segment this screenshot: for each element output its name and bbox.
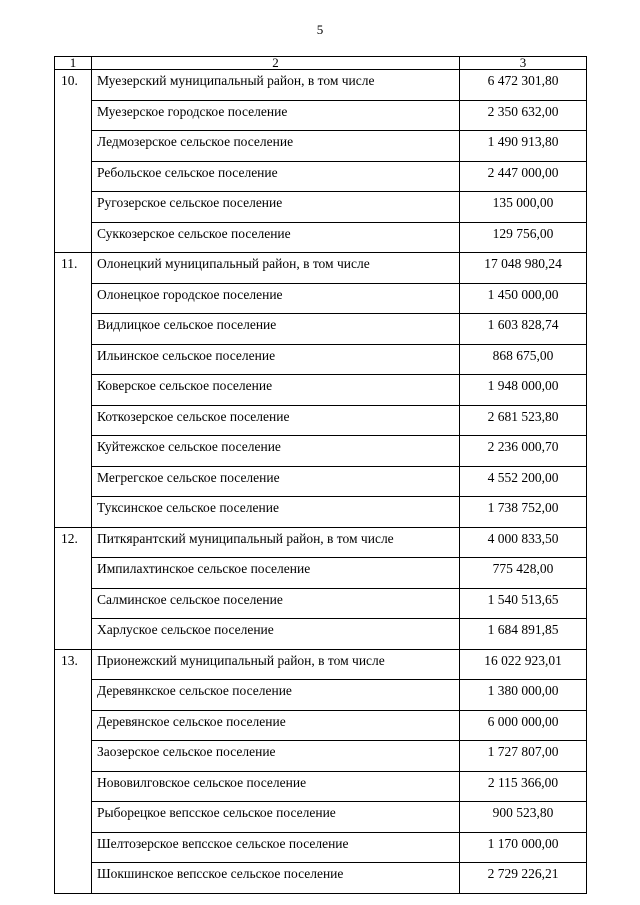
- row-number-cell: [55, 863, 92, 894]
- table-row: [55, 436, 587, 467]
- amount-cell: 868 675,00: [460, 344, 587, 375]
- municipality-name-cell: Муезерское городское поселение: [92, 100, 460, 131]
- municipality-name-cell: Муезерский муниципальный район, в том числе: [92, 70, 460, 101]
- amount-cell: 1 603 828,74: [460, 314, 587, 345]
- municipality-name-cell: Видлицкое сельское поселение: [92, 314, 460, 345]
- table-row-district: [55, 649, 587, 680]
- amount-cell: 2 447 000,00: [460, 161, 587, 192]
- amount-cell: 1 490 913,80: [460, 131, 587, 162]
- table-row: [55, 619, 587, 650]
- amount-cell: 900 523,80: [460, 802, 587, 833]
- amount-cell: 6 000 000,00: [460, 710, 587, 741]
- municipality-name-cell: Куйтежское сельское поселение: [92, 436, 460, 467]
- table-row-district: [55, 253, 587, 284]
- row-number-cell: [55, 832, 92, 863]
- table-row: [55, 100, 587, 131]
- header-col-2: 2: [92, 57, 460, 70]
- municipality-name-cell: Рыборецкое вепсское сельское поселение: [92, 802, 460, 833]
- row-number-cell: 12.: [55, 527, 92, 558]
- municipality-name-cell: Ругозерское сельское поселение: [92, 192, 460, 223]
- row-number-cell: 11.: [55, 253, 92, 284]
- municipality-name-cell: Коткозерское сельское поселение: [92, 405, 460, 436]
- municipality-name-cell: Ледмозерское сельское поселение: [92, 131, 460, 162]
- amount-cell: 2 236 000,70: [460, 436, 587, 467]
- amount-cell: 1 727 807,00: [460, 741, 587, 772]
- municipality-name-cell: Шелтозерское вепсское сельское поселение: [92, 832, 460, 863]
- amount-cell: 1 540 513,65: [460, 588, 587, 619]
- amount-cell: 1 450 000,00: [460, 283, 587, 314]
- municipality-name-cell: Шокшинское вепсское сельское поселение: [92, 863, 460, 894]
- municipality-name-cell: Заозерское сельское поселение: [92, 741, 460, 772]
- amount-cell: 2 729 226,21: [460, 863, 587, 894]
- table-row: [55, 466, 587, 497]
- row-number-cell: [55, 222, 92, 253]
- table-row: [55, 314, 587, 345]
- table-row: [55, 131, 587, 162]
- table-row: [55, 680, 587, 711]
- municipality-name-cell: Туксинское сельское поселение: [92, 497, 460, 528]
- municipality-name-cell: Мегрегское сельское поселение: [92, 466, 460, 497]
- row-number-cell: [55, 558, 92, 589]
- table-row: [55, 283, 587, 314]
- table-row: [55, 405, 587, 436]
- row-number-cell: [55, 680, 92, 711]
- table-row: [55, 497, 587, 528]
- municipality-name-cell: Импилахтинское сельское поселение: [92, 558, 460, 589]
- table-row: [55, 375, 587, 406]
- table-row: [55, 710, 587, 741]
- row-number-cell: [55, 314, 92, 345]
- table-body: [55, 70, 587, 894]
- table-row: [55, 588, 587, 619]
- municipality-name-cell: Олонецкий муниципальный район, в том числе: [92, 253, 460, 284]
- amount-cell: 16 022 923,01: [460, 649, 587, 680]
- table-row-district: [55, 70, 587, 101]
- table-row: [55, 222, 587, 253]
- amount-cell: 1 738 752,00: [460, 497, 587, 528]
- amount-cell: 6 472 301,80: [460, 70, 587, 101]
- page-number: 5: [316, 22, 324, 37]
- row-number-cell: [55, 161, 92, 192]
- amount-cell: 775 428,00: [460, 558, 587, 589]
- amount-cell: 17 048 980,24: [460, 253, 587, 284]
- row-number-cell: [55, 497, 92, 528]
- row-number-cell: [55, 344, 92, 375]
- row-number-cell: [55, 283, 92, 314]
- amount-cell: 2 350 632,00: [460, 100, 587, 131]
- table-row: [55, 771, 587, 802]
- row-number-cell: [55, 710, 92, 741]
- municipality-name-cell: Ильинское сельское поселение: [92, 344, 460, 375]
- municipality-name-cell: Питкярантский муниципальный район, в том числе: [92, 527, 460, 558]
- budget-table: [54, 56, 587, 894]
- header-row: [55, 57, 587, 70]
- table-header: [55, 57, 587, 70]
- amount-cell: 4 552 200,00: [460, 466, 587, 497]
- amount-cell: 1 948 000,00: [460, 375, 587, 406]
- amount-cell: 129 756,00: [460, 222, 587, 253]
- municipality-name-cell: Прионежский муниципальный район, в том числе: [92, 649, 460, 680]
- amount-cell: 2 681 523,80: [460, 405, 587, 436]
- municipality-name-cell: Деревянское сельское поселение: [92, 710, 460, 741]
- table-row: [55, 863, 587, 894]
- municipality-name-cell: Ребольское сельское поселение: [92, 161, 460, 192]
- row-number-cell: [55, 192, 92, 223]
- amount-cell: 2 115 366,00: [460, 771, 587, 802]
- row-number-cell: [55, 741, 92, 772]
- row-number-cell: [55, 405, 92, 436]
- row-number-cell: [55, 466, 92, 497]
- row-number-cell: [55, 771, 92, 802]
- table-row-district: [55, 527, 587, 558]
- municipality-name-cell: Салминское сельское поселение: [92, 588, 460, 619]
- table-row: [55, 192, 587, 223]
- municipality-name-cell: Деревянкское сельское поселение: [92, 680, 460, 711]
- row-number-cell: 13.: [55, 649, 92, 680]
- header-col-1: 1: [55, 57, 92, 70]
- header-col-3: 3: [460, 57, 587, 70]
- amount-cell: 1 380 000,00: [460, 680, 587, 711]
- municipality-name-cell: Харлуское сельское поселение: [92, 619, 460, 650]
- row-number-cell: [55, 131, 92, 162]
- table-row: [55, 832, 587, 863]
- row-number-cell: [55, 619, 92, 650]
- amount-cell: 1 684 891,85: [460, 619, 587, 650]
- municipality-name-cell: Олонецкое городское поселение: [92, 283, 460, 314]
- municipality-name-cell: Суккозерское сельское поселение: [92, 222, 460, 253]
- row-number-cell: [55, 436, 92, 467]
- row-number-cell: 10.: [55, 70, 92, 101]
- table-row: [55, 161, 587, 192]
- row-number-cell: [55, 100, 92, 131]
- table-row: [55, 741, 587, 772]
- table-row: [55, 344, 587, 375]
- row-number-cell: [55, 588, 92, 619]
- row-number-cell: [55, 375, 92, 406]
- municipality-name-cell: Коверское сельское поселение: [92, 375, 460, 406]
- table-row: [55, 802, 587, 833]
- amount-cell: 1 170 000,00: [460, 832, 587, 863]
- amount-cell: 135 000,00: [460, 192, 587, 223]
- amount-cell: 4 000 833,50: [460, 527, 587, 558]
- municipality-name-cell: Нововилговское сельское поселение: [92, 771, 460, 802]
- table-row: [55, 558, 587, 589]
- row-number-cell: [55, 802, 92, 833]
